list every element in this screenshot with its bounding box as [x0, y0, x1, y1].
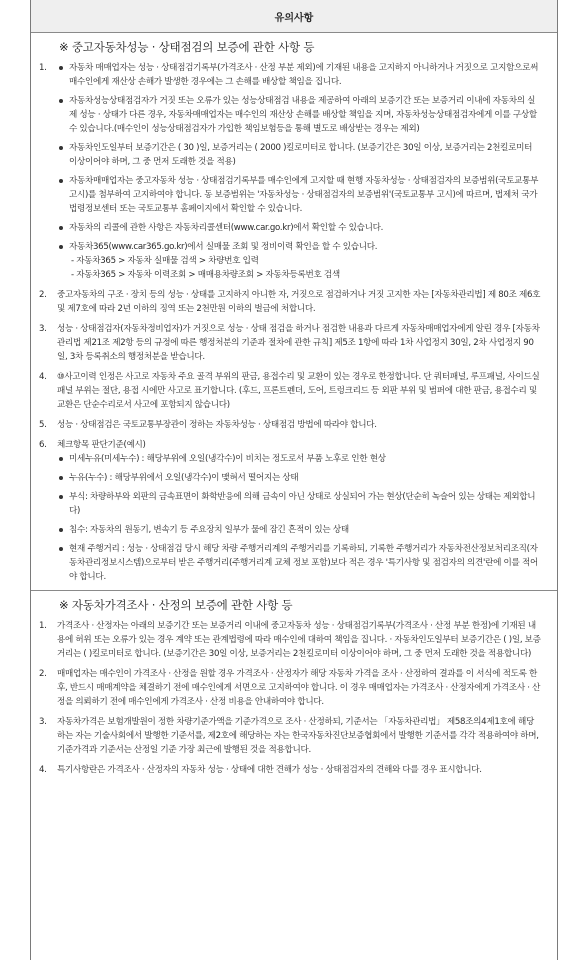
notice-item-2 — [39, 288, 541, 316]
notice-item-3 — [39, 322, 541, 364]
item-text: 성능 · 상태점검자(자동차정비업자)가 거짓으로 성능 · 상태 점검을 하거나 점검한 내용과 다르게 자동차매매업자에게 알린 경우 [자동차관리법 제21조 제2항 등의 규정에 따른 행정처분의 기준과 절차에 관한 규칙] 제5조 1항에 따라 1차 사업정지 30일, 2차 사업정지 90일, 3차 등록취소의 행정처분을 받습니다. — [57, 324, 540, 362]
item-number: 4. — [39, 765, 47, 775]
item-text: ⑩사고이력 인정은 사고로 자동차 주요 골격 부위의 판금, 용접수리 및 교환이 있는 경우로 한정합니다. 단 쿼터패널, 루프패널, 사이드실패널 부위는 절단, 용접 시에만 사고로 표기합니다. (후드, 프론트펜더, 도어, 트렁크리드 등 외판 부위 및 범퍼에 대한 판금, 용접수리 및 교환은 단순수리로서 사고에 포함되지 않습니다) — [57, 372, 540, 410]
bullet-item: 자동차의 리콜에 관한 사항은 자동차리콜센터(www.car.go.kr)에서 확인할 수 있습니다. — [57, 221, 541, 235]
item-number: 3. — [39, 717, 47, 727]
sub-path-1: - 자동차365 > 자동차 실매물 검색 > 차량번호 입력 — [71, 256, 259, 266]
criteria-item: 부식: 차량하부와 외판의 금속표면이 화학반응에 의해 금속이 아닌 상태로 상실되어 가는 현상(단순히 녹슬어 있는 상태는 제외합니다) — [57, 490, 541, 518]
section-performance-content — [31, 61, 557, 584]
form-header — [31, 0, 557, 33]
bullet-item: 자동차매매업자는 중고자동차 성능 · 상태점검기록부를 매수인에게 고지할 때 현행 자동차성능 · 상태점검자의 보증범위(국토교통부 고시)를 첨부하여 고지하여야 합니다. 동 보증범위는 '자동차성능 · 상태점검자의 보증범위'(국토교통부 고시)에 따르며, 법제처 국가법령정보센터 또는 국토교통부 홈페이지에서 확인할 수 있습니다. — [57, 174, 541, 216]
item-text: 체크항목 판단기준(예시) — [57, 440, 146, 450]
criteria-item: 누유(누수) : 해당부위에서 오일(냉각수)이 맺혀서 떨어지는 상태 — [57, 471, 541, 485]
section-title-price: ※ 자동차가격조사 · 산정의 보증에 관한 사항 등 — [31, 590, 557, 619]
item-number: 5. — [39, 420, 47, 430]
item-text: 매매업자는 매수인이 가격조사 · 산정을 원할 경우 가격조사 · 산정자가 해당 자동차 가격을 조사 · 산정하여 결과를 이 서식에 적도록 한 후, 반드시 매매계약을 체결하기 전에 매수인에게 서면으로 고지하여야 합니다. 이 경우 매매업자는 가격조사 · 산정자에게 가격조사 · 산정을 의뢰하기 전에 매수인에게 가격조사 · 산정 비용을 안내하여야 합니다. — [57, 669, 541, 707]
bullet-text: 자동차365(www.car365.go.kr)에서 실매물 조회 및 정비이력 확인을 할 수 있습니다. — [69, 242, 378, 252]
item-text: 성능 · 상태점검은 국토교통부장관이 정하는 자동차성능 · 상태점검 방법에 따라야 합니다. — [57, 420, 377, 430]
bullet-item: 자동차 매매업자는 성능 · 상태점검기록부(가격조사 · 산정 부분 제외)에 기재된 내용을 고지하지 아니하거나 거짓으로 고지함으로써 매수인에게 재산상 손해가 발생한 경우에는 그 손해를 배상할 책임을 집니다. — [57, 61, 541, 89]
criteria-item: 현재 주행거리 : 성능 · 상태점검 당시 해당 차량 주행거리계의 주행거리를 기록하되, 기록한 주행거리가 자동차전산정보처리조직(자동차관리정보시스템)으로부터 받은 주행거리(주행거리계 교체 정보 포함)보다 적은 경우 '특기사항 및 점검자의 의견'란에 이를 적어야 합니다. — [57, 542, 541, 584]
notice-item-4 — [39, 370, 541, 412]
price-item-3 — [39, 715, 541, 757]
item-number: 4. — [39, 372, 47, 382]
item-text: 자동차가격은 보험개발원이 정한 차량기준가액을 기준가격으로 조사 · 산정하되, 기준서는 「자동차관리법」 제58조의4제1호에 해당하는 자는 기술사회에서 발행한 기준서를, 제2호에 해당하는 자는 한국자동차진단보증협회에서 발행한 기준서를 각각 적용하여야 하며, 기준가격과 기준서는 산정일 기준 가장 최근에 발행된 것을 적용합니다. — [57, 717, 539, 755]
item-text: 특기사항란은 가격조사 · 산정자의 자동차 성능 · 상태에 대한 견해가 성능 · 상태점검자의 견해와 다를 경우 표시합니다. — [57, 765, 482, 775]
item-text: 중고자동차의 구조 · 장치 등의 성능 · 상태를 고지하지 아니한 자, 거짓으로 점검하거나 거짓 고지한 자는 [자동차관리법] 제 80조 제6호 및 제7호에 따라 2년 이하의 징역 또는 2천만원 이하의 벌금에 처합니다. — [57, 290, 541, 314]
item-number: 1. — [39, 63, 47, 73]
section-title-performance: ※ 중고자동차성능 · 상태점검의 보증에 관한 사항 등 — [59, 40, 315, 54]
criteria-list — [57, 452, 541, 584]
price-item-1 — [39, 619, 541, 661]
item-number: 3. — [39, 324, 47, 334]
criteria-item: 침수: 자동차의 원동기, 변속기 등 주요장치 일부가 물에 잠긴 흔적이 있는 상태 — [57, 523, 541, 537]
criteria-item: 미세누유(미세누수) : 해당부위에 오일(냉각수)이 비치는 정도로서 부품 노후로 인한 현상 — [57, 452, 541, 466]
bullet-item-car365 — [57, 240, 541, 282]
bullet-item: 자동차인도일부터 보증기간은 ( 30 )일, 보증거리는 ( 2000 )킬로미터로 합니다. (보증기간은 30일 이상, 보증거리는 2천킬로미터 이상이어야 하며, 그 중 먼저 도래한 것을 적용) — [57, 141, 541, 169]
item-number: 2. — [39, 290, 47, 300]
section-price-content — [31, 619, 557, 777]
item-number: 1. — [39, 621, 47, 631]
header-title: 유의사항 — [274, 12, 314, 24]
price-item-2 — [39, 667, 541, 709]
sub-path-2: - 자동차365 > 자동차 이력조회 > 매매용차량조회 > 자동차등록번호 검색 — [71, 270, 340, 280]
item-text: 가격조사 · 산정자는 아래의 보증기간 또는 보증거리 이내에 중고자동차 성능 · 상태점검기록부(가격조사 · 산정 부분 한정)에 기재된 내용에 허위 또는 오류가 있는 경우 계약 또는 관계법령에 따라 매수인에 대하여 책임을 집니다. · 자동차인도일부터 보증기간은 ( )일, 보증거리는 ( )킬로미터로 합니다. (보증기간은 30일 이상, 보증거리는 2천킬로미터 이상이어야 하며, 그 중 먼저 도래한 것을 적용합니다) — [57, 621, 541, 659]
bullet-list — [57, 61, 541, 282]
notice-item-5 — [39, 418, 541, 432]
notice-item-1 — [39, 61, 541, 282]
item-number: 6. — [39, 440, 47, 450]
notice-form — [30, 0, 558, 960]
notice-item-6 — [39, 438, 541, 584]
item-number: 2. — [39, 669, 47, 679]
bullet-item: 자동차성능상태점검자가 거짓 또는 오류가 있는 성능상태점검 내용을 제공하여 아래의 보증기간 또는 보증거리 이내에 자동차의 실제 성능 · 상태가 다른 경우, 자동차매매업자는 매수인의 재산상 손해를 배상할 책임을 지며, 자동차성능상태점검자에게 이를 구상할 수 있습니다.(매수인이 성능상태점검자가 가입한 책임보험등을 통해 별도로 배상받는 경우는 제외) — [57, 94, 541, 136]
price-item-4 — [39, 763, 541, 777]
